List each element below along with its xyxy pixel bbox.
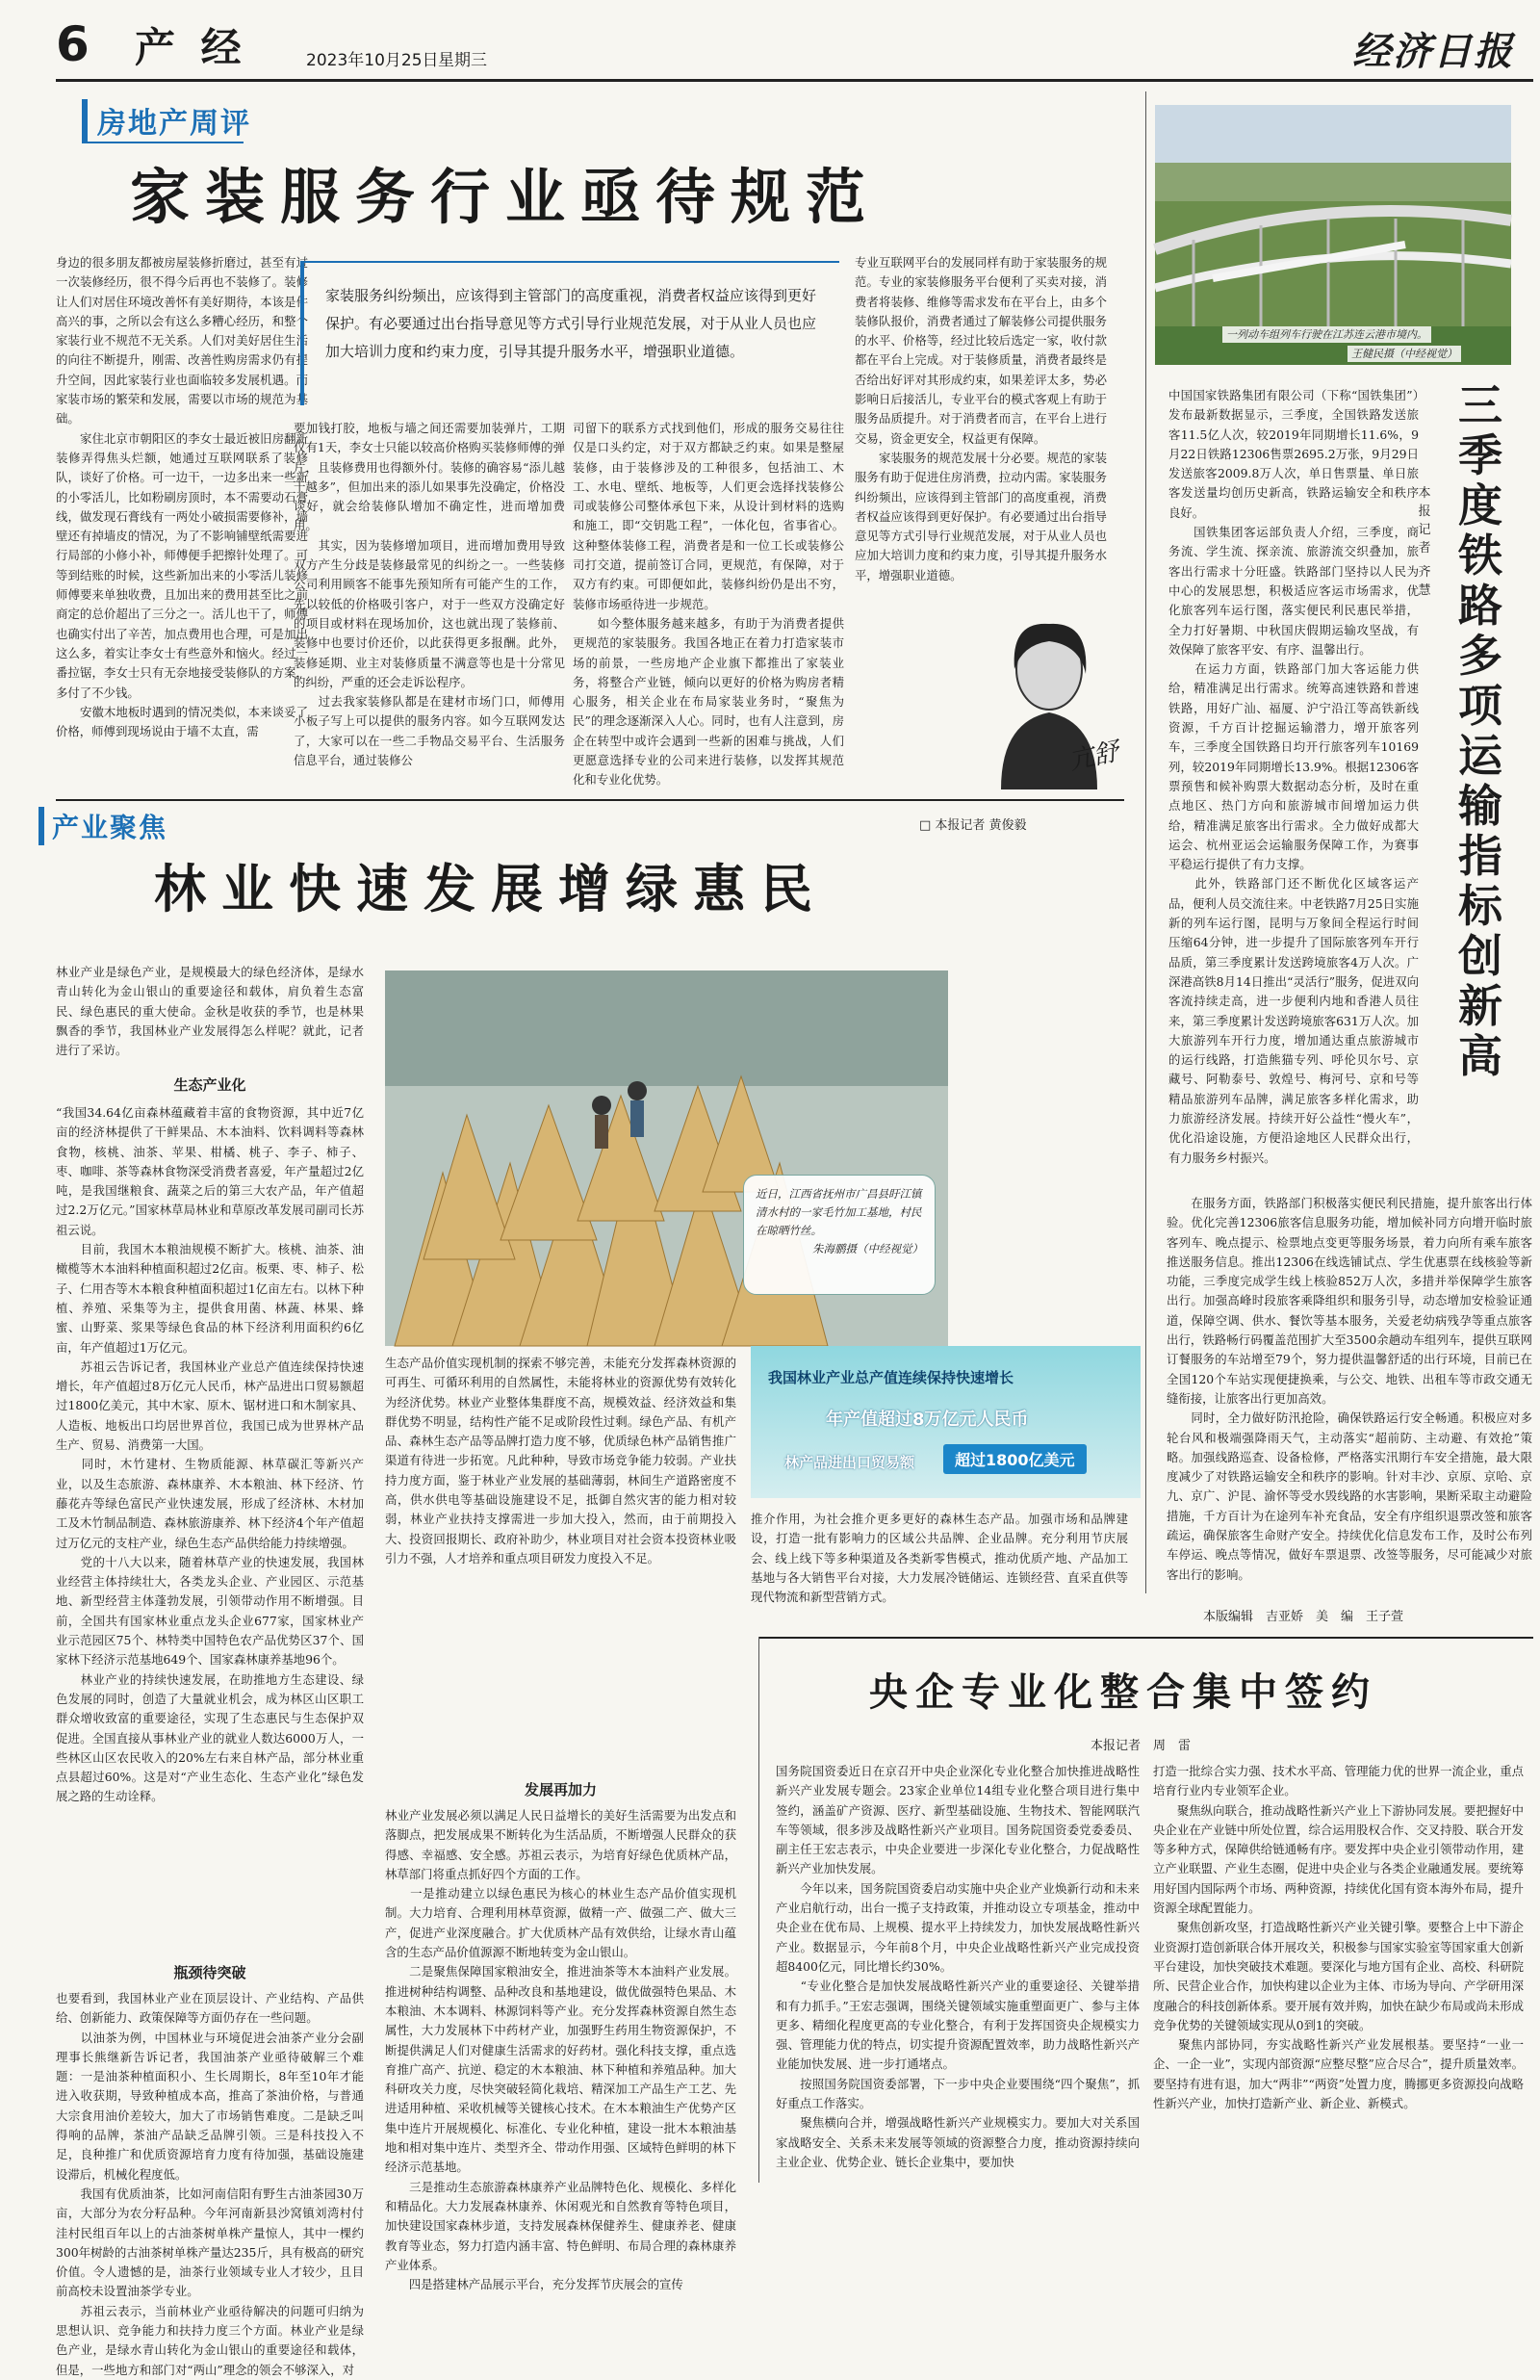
banner-headline: 我国林业产业总产值连续保持快速增长 bbox=[768, 1369, 1014, 1386]
article2-intro: 林业产业是绿色产业，是规模最大的绿色经济体，是绿水青山转化为金山银山的重要途径和载体，肩负着生态富民、绿色惠民的重大使命。金秋是收获的季节，也是林果飘香的季节，我国林业产业发展得怎么样呢？就此，记者进行了采访。 bbox=[56, 965, 364, 1058]
headline-char: 度 bbox=[1458, 479, 1502, 531]
section-tag-industry: 产业聚焦 bbox=[38, 807, 167, 845]
photo-caption-box bbox=[743, 1175, 936, 1295]
high-speed-train-photo bbox=[1155, 105, 1511, 365]
railway-byline bbox=[1415, 484, 1434, 600]
article2-col1: “我国34.64亿亩森林蕴藏着丰富的食物资源，其中近7亿亩的经济林提供了干鲜果品、木本油料、饮料调料等森林食物，核桃、油茶、苹果、柑橘、桃子、李子、柿子、枣、咖啡、茶等森林食物深受消费者喜爱，年产量超过2亿吨，是我国继粮食、蔬菜之后的第三大农产品，年产值超过2.2万亿元。”国家林草局林业和草原改革发展司副司长苏祖云说。 目前，我国木本粮油规模不断扩大。核桃、油茶、油橄榄等木本油料种植面积超过2亿亩。板栗、枣、柿子、松子、仁用杏等木本粮食种植面积超过1亿亩左右。以林下种植、养殖、采集等为主，提供食用菌、林蔬、林果、蜂蜜、山野菜、浆果等绿色食品的林下经济利用面积约6亿亩，年产值超过1万亿元。 苏祖云告诉记者，我国林业产业总产值连续保持快速增长，年产值超过8万亿元人民币，林产品进出口贸易额超过1800亿美元，其中木家、原木、锯材进口和木制家具、人造板、地板出口均居世界首位，我国已成为世界林产品生产、贸易、消费第一大国。 同时，木竹建材、生物质能源、林草碳汇等新兴产业，以及生态旅游、森林康养、木本粮油、林下经济、竹藤花卉等绿色富民产业快速发展，形成了经济林、木材加工及木竹制品制造、森林旅游康养、林下经济4个年产值超过万亿元的支柱产业，绿色生态产品供给能力持续增强。 党的十八大以来，随着林草产业的快速发展，我国林业经营主体持续壮大，各类龙头企业、产业园区、示范基地、新型经营主体蓬勃发展，引领带动作用不断增强。目前，全国共有国家林业重点龙头企业677家，国家林业产业示范园区75个、林特类中国特色农产品优势区37个、国家林下经济示范基地649个、国家森林康养基地96个。 林业产业的持续快速发展，在助推地方生态建设、绿色发展的同时，创造了大量就业机会，成为林区山区职工群众增收致富的重要途径，实现了生态惠民与生态保护双促进。全国直接从事林业产业的就业人数达6000万人，一些林区山区农民收入的20%左右来自林产品，部分林业重点县超过60%。这是对“产业生态化、生态产业化”绿色发展之路的生动诠释。 bbox=[56, 1105, 364, 1804]
headline-forestry: 林业快速发展增绿惠民 bbox=[154, 859, 828, 919]
paper-logo: 经济日报 bbox=[1352, 29, 1514, 74]
bamboo-drying-photo bbox=[385, 970, 948, 1346]
headline-char: 创 bbox=[1458, 930, 1502, 982]
article-central-soe bbox=[758, 1637, 1540, 2183]
byline-char: 本 bbox=[1418, 486, 1431, 501]
byline-char: 齐 bbox=[1418, 565, 1431, 580]
bamboo-photo-credit: 朱海鹏摄（中经视觉） bbox=[812, 1242, 923, 1255]
headline-railway bbox=[1442, 380, 1519, 1081]
headline-char: 三 bbox=[1458, 379, 1502, 431]
pullquote-text: 家装服务纠纷频出，应该得到主管部门的高度重视，消费者权益应该得到更好保护。有必要通过出台指导意见等方式引导行业规范发展，对于从业人员也应加大培训力度和约束力度，引导其提升服务水平，增强职业道德。 bbox=[325, 287, 817, 360]
railway-wide-col: 在服务方面，铁路部门积极落实便民利民措施，提升旅客出行体验。优化完善12306旅客信息服务功能，增加候补同方向增开临时旅客列车、晚点提示、检票地点变更等服务场景，着力向所有乘车旅客推送服务信息。推出12306在线选铺试点、学生优惠票在线核验等新功能，三季度完成学生线上核验852万人次，多措并举保障学生旅客出行。加强高峰时段旅客乘降组织和服务引导，动态增加安检验证通道，保障空调、供水、餐饮等基本服务，关爱老幼病残孕等重点旅客出行，铁路畅行码覆盖范围扩大至3500余趟动车组列车，提供互联网订餐服务的车站增至79个，努力提供温馨舒适的出行环境，目前已在全国120个车站实现便捷换乘，与公交、地铁、出租车等市政交通无缝衔接，让旅客出行更加高效。 同时，全力做好防汛抢险，确保铁路运行安全畅通。积极应对多轮台风和极端强降雨天气，主动落实“超前防、主动避、有效抢”策略。加强线路巡查、设备检修，严格落实汛期行车安全措施，最大限度减少了对铁路运输安全和秩序的影响。针对丰沙、京原、京哈、京九、京广、沪昆、渝怀等受水毁线路的水害影响，果断采取主动避险措施，千方百计为在途列车补充食品，安全有序组织退票改签和旅客疏运，确保旅客生命财产安全。持续优化信息发布工作，及时公布列车停运、晚点等情况，做好车票退票、改签等服务，尽可能减少对旅客出行的影响。 bbox=[1167, 1196, 1532, 1582]
banner-annual-output: 年产值超过8万亿元人民币 bbox=[826, 1410, 1029, 1430]
date: 2023年10月25日 bbox=[306, 51, 439, 70]
headline-char: 运 bbox=[1458, 730, 1502, 782]
article2-col2: 生态产品价值实现机制的探索不够完善，未能充分发挥森林资源的可再生、可循环利用的自然属性，未能将林业的资源优势有效转化为经济优势。林业产业整体集群度不高，规模效益、经济效益和集群优势不明显，结构性产能不足或阶段性过剩。绿色产品、有机产品、森林生态产品等品牌打造力度不够，优质绿色林产品销售推广渠道有待进一步拓宽。凡此种种，导致市场竞争能力较弱。产业扶持力度方面，鉴于林业产业发展的基础薄弱，林间生产道路密度不高，供水供电等基础设施建设不足，抵御自然灾害的能力相对较弱，林业产业扶持支撑需进一步加大投入，然而，由于前期投入大、投资回报期长、政府补助少，林业项目对社会资本投资林业吸引力不强，人才培养和重点项目研发力度投入不足。 bbox=[385, 1356, 736, 1565]
soe-col2: 打造一批综合实力强、技术水平高、管理能力优的世界一流企业，重点培育行业内专业领军企业。 聚焦纵向联合，推动战略性新兴产业上下游协同发展。要把握好中央企业在产业链中所处位置，综合运用股权合作、交叉持股、联合开发等多种方式，保障供给链通畅有序。要发挥中央企业引领带动作用，建立产业联盟、产业生态圈，促进中央企业与各类企业融通发展。要统筹用好国内国际两个市场、两种资源，持续优化国有资本海外布局，提升资源全球配置能力。 聚焦创新攻坚，打造战略性新兴产业关键引擎。要整合上中下游企业资源打造创新联合体开展攻关，积极参与国家实验室等国家重大创新平台建设，加快突破技术难题。要深化与地方国有企业、高校、科研院所、民营企业合作，加快构建以企业为主体、市场为导向、产学研用深度融合的科技创新体系。要开展有效并购，加快在缺少布局或尚未形成竞争优势的关键领域实现从0到1的突破。 聚焦内部协同，夯实战略性新兴产业发展根基。要坚持“一业一企、一企一业”，实现内部资源“应整尽整”应合尽合”，提升质量效率。要坚持有进有退，加大“两非”“两资”处置力度，腾挪更多资源投向战略性新兴产业，加快打造新产业、新企业、新模式。 bbox=[1153, 1764, 1524, 2111]
headline-char: 项 bbox=[1458, 680, 1502, 732]
headline-char: 新 bbox=[1458, 980, 1502, 1032]
section-tag-real-estate: 房地产周评 bbox=[82, 99, 251, 142]
article2-col2b: 林业产业发展必须以满足人民日益增长的美好生活需要为出发点和落脚点，把发展成果不断转化为生活品质，不断增强人民群众的获得感、幸福感、安全感。苏祖云表示，为培育好绿色优质林产品，林草部门将重点抓好四个方面的工作。 一是推动建立以绿色惠民为核心的林业生态产品价值实现机制。大力培育、合理利用林草资源，做精一产、做强二产、做大三产，促进产业深度融合。扩大优质林产品有效供给，让绿水青山蕴含的生态产品价值源源不断地转变为金山银山。 二是聚焦保障国家粮油安全，推进油茶等木本油料产业发展。推进树种结构调整、品种改良和基地建设，做优做强特色果品、木本粮油、木本调料、林源饲料等产业。充分发挥森林资源自然生态属性，大力发展林下中药材产业，加强野生药用生物资源保护，不断提供满足人们对健康生活需求的好药材。强化科技支撑，重点选育推广高产、抗逆、稳定的木本粮油、林下种植和养殖品种。加大科研攻关力度，尽快突破轻简化栽培、精深加工产品生产工艺、先进适用种植、采收机械等关键核心技术。在木本粮油生产优势产区集中连片开展规模化、标准化、专业化种植，建设一批木本粮油基地和相对集中连片、类型齐全、带动作用强、区域特色鲜明的林下经济示范基地。 三是推动生态旅游森林康养产业品牌特色化、规模化、多样化和精品化。大力发展森林康养、休闲观光和自然教育等特色项目，加快建设国家森林步道，支持发展森林保健养生、健康养老、健康教育等业态，努力打造内涵丰富、特色鲜明、布局合理的森林康养产业体系。 四是搭建林产品展示平台，充分发挥节庆展会的宣传 bbox=[385, 1808, 736, 2292]
soe-byline: 本报记者 周 雷 bbox=[1091, 1739, 1192, 1753]
bamboo-photo-caption: 近日，江西省抚州市广昌县盱江镇清水村的一家毛竹加工基地，村民在晾晒竹丝。 bbox=[756, 1187, 922, 1237]
byline-char: 慧 bbox=[1418, 583, 1431, 598]
soe-col1: 国务院国资委近日在京召开中央企业深化专业化整合加快推进战略性新兴产业发展专题会。23家企业单位14组专业化整合项目进行集中签约，涵盖矿产资源、医疗、新型基础设施、生物技术、智能网联汽车等领域，很多涉及战略性新兴产业项目。国务院国资委党委委员、副主任王宏志表示，中央企业要进一步深化专业化整合，力促战略性新兴产业加快发展。 今年以来，国务院国资委启动实施中央企业产业焕新行动和未来产业启航行动，出台一揽子支持政策，并推动设立专项基金，推动中央企业在优布局、上规模、提水平上持续发力，加快发展战略性新兴产业。数据显示，今年前8个月，中央企业战略性新兴产业完成投资超8400亿元，同比增长约30%。 “专业化整合是加快发展战略性新兴产业的重要途径、关键举措和有力抓手。”王宏志强调，围绕关键领域实施重塑面更广、参与主体更多、精细化程度更高的专业化整合，有利于发挥国资央企规模实力强、管理能力优的特点，切实提升资源配置效率，助力战略性新兴产业能加快发展、进一步打通堵点。 按照国务院国资委部署，下一步中央企业要围绕“四个聚焦”，抓好重点工作落实。 聚焦横向合并，增强战略性新兴产业规模实力。要加大对关系国家战略安全、关系未来发展等领域的资源整合力度，推动资源持续向主业企业、优势企业、链长企业集中，要加快 bbox=[776, 1764, 1140, 2169]
headline-char: 高 bbox=[1458, 1030, 1502, 1082]
section-name: 产 经 bbox=[135, 24, 247, 71]
article2-col1b: 也要看到，我国林业产业在顶层设计、产业结构、产品供给、创新能力、政策保障等方面仍存在一些问题。 以油茶为例，中国林业与环境促进会油茶产业分会副理事长熊继新告诉记者，我国油茶产业亟待破解三个难题：一是油茶种植面积小、生长周期长，8年至10年才能进入收获期，导致种植成本高，推高了茶油价格，与普通大宗食用油价差较大，加大了市场销售难度。二是缺乏叫得响的品牌，茶油产品缺乏品牌引领。三是科技投入不足，良种推广和优质资源培育力度有待加强，基础设施建设滞后，机械化程度低。 我国有优质油茶，比如河南信阳有野生古油茶园30万亩，大部分为农分籽品种。今年河南新县沙窝镇刘湾村付洼村民组百年以上的古油茶树单株产量惊人，其中一棵约300年树龄的古油茶树单株产量达235斤，具有极高的研究价值。令人遗憾的是，油茶行业领域专业人才较少，且目前高校未设置油茶学专业。 苏祖云表示，当前林业产业亟待解决的问题可归纳为思想认识、竞争能力和扶持力度三个方面。林业产业是绿色产业，是绿水青山转化为金山银山的重要途径和载体，但是，一些地方和部门对“两山”理念的领会不够深入，对 bbox=[56, 1991, 364, 2377]
banner-trade-value: 超过1800亿美元 bbox=[943, 1444, 1087, 1474]
headline-home-decoration: 家装服务行业亟待规范 bbox=[130, 162, 882, 232]
section-divider-1 bbox=[56, 799, 1124, 801]
article-home-decoration bbox=[0, 91, 1145, 799]
headline-char: 季 bbox=[1458, 429, 1502, 481]
headline-char: 指 bbox=[1458, 830, 1502, 882]
soe-top-rule bbox=[758, 1637, 1533, 1639]
subhead-further-effort: 发展再加力 bbox=[524, 1781, 597, 1798]
page-editors: 本版编辑 吉亚娇 美 编 王子萱 bbox=[1203, 1610, 1404, 1624]
article1-col1: 身边的很多朋友都被房屋装修折磨过，甚至有过一次装修经历，很不得今后再也不装修了。装修让人们对居住环境改善怀有美好期待，本该是件高兴的事，之所以会有这么多糟心经历，和整个家装行业不规范不无关系。人们对美好居住生活的向往不断提升，刚需、改善性购房需求仍有提升空间，因此家装行业也面临较多发展机遇。而家装市场的繁荣和发展，需要以市场的规范为基础。 家住北京市朝阳区的李女士最近被旧房翻新装修弄得焦头烂额，她通过互联网联系了装修队，谈好了价格。可一边干，一边多出来一些新的小零活儿，比如粉刷房顶时，本不需要动石膏线，做发现石膏线有一两处小破损需要修补，墙壁还有掉墙皮的情况，为了不影响铺壁纸需要进行局部的小修小补，师傅便手把擦针处理了。可等到结账的时候，这些新加出来的小零活儿装修师傅要来单独收费，且加出来的费用甚至比之前商定的总价超出了三分之一。活儿也干了，师傅也确实付出了辛苦，加点费用也合理，可是加出这么多，着实让李女士有些意外和恼火。经过一番拉锯，李女士只有无奈地接受装修队的方案，多付了不少钱。 安徽木地板时遇到的情况类似，本来谈妥了价格，师傅到现场说由于墙不太直，需 bbox=[56, 255, 308, 739]
page-number: 6 bbox=[56, 16, 90, 72]
headline-char: 输 bbox=[1458, 780, 1502, 832]
columnist-portrait bbox=[972, 578, 1126, 789]
article2-col3: 推介作用，为社会推介更多更好的森林生态产品。加强市场和品牌建设，打造一批有影响力的区域公共品牌、企业品牌。充分利用节庆展会、线上线下等多种渠道及各类新零售模式，推动优质产地、产品加工基地与各大销售平台对接，大力发展冷链储运、连锁经营、直采直供等现代物流和新型营销方式。 bbox=[751, 1512, 1128, 1605]
subhead-bottleneck: 瓶颈待突破 bbox=[173, 1964, 246, 1981]
byline-char: 记 bbox=[1418, 523, 1431, 537]
railway-main-col: 中国国家铁路集团有限公司（下称“国铁集团”）发布最新数据显示，三季度，全国铁路发送旅客11.5亿人次，较2019年同期增长11.6%，9月22日铁路12306售票2695.2万张，9月29日发送旅客2009.8万人次，单日售票量、单日旅客发送量均创历史新高，铁路运输安全和秩序良好。 国铁集团客运部负责人介绍，三季度，商务流、学生流、探亲流、旅游流交织叠加，旅客出行需求十分旺盛。铁路部门坚持以人民为中心的发展思想，积极适应客运市场需求，优化旅客列车运行图，落实便民利民惠民举措，全力打好暑期、中秋国庆假期运输攻坚战，有效保障了旅客平安、有序、温馨出行。 在运力方面，铁路部门加大客运能力供给，精准满足出行需求。统筹高速铁路和普速铁路，用好广汕、福厦、沪宁沿江等高铁新线资源，千方百计挖掘运输潜力，增开旅客列车，三季度全国铁路日均开行旅客列车10169列，较2019年同期增长13.9%。根据12306客票预售和候补购票大数据动态分析，及时在重点地区、热门方向和旅游城市间增加运力供给，精准满足旅客出行需求。全力做好成都大运会、杭州亚运会运输服务保障工作，为赛事平稳运行提供了有力支撑。 此外，铁路部门还不断优化区域客运产品，便利人员交流往来。中老铁路7月25日实施新的列车运行图，昆明与万象间全程运行时间压缩64分钟，进一步提升了国际旅客列车开行品质，第三季度累计发送跨境旅客4万人次。广深港高铁8月14日推出“灵活行”服务，促进双向客流持续走高，进一步便利内地和香港人员往来，第三季度累计发送跨境旅客631万人次。加大旅游列车开行力度，增加通达重点旅游城市的运行线路，打造熊猫专列、呼伦贝尔号、京藏号、阿勒泰号、敦煌号、梅河号、京和号等精品旅游列车品牌，满足旅客多样化需求，助力旅游经济发展。持续开好公益性“慢火车”，优化沿途设施，方便沿途地区人民群众出行，有力服务乡村振兴。 bbox=[1168, 388, 1419, 1165]
train-photo-caption: 一列动车组列车行驶在江苏连云港市境内。 bbox=[1222, 326, 1431, 343]
article2-byline: □ 本报记者 黄俊毅 bbox=[919, 818, 1027, 833]
headline-char: 标 bbox=[1458, 880, 1502, 932]
soe-left-rule bbox=[758, 1637, 759, 2183]
headline-char: 路 bbox=[1458, 580, 1502, 632]
byline-char: 者 bbox=[1418, 541, 1431, 556]
headline-char: 多 bbox=[1458, 630, 1502, 682]
article1-col3: 司留下的联系方式找到他们，形成的服务交易往往仅是口头约定，对于双方都缺乏约束。如果是整屋装修，由于装修涉及的工种很多，包括油工、木工、水电、壁纸、地板等，人们更会选择找装修公司或装修公司整体承包下来，从设计到材料的选购和施工，即“交钥匙工程”，一体化包，省事省心。这种整体装修工程，消费者是和一位工长或装修公司打交道，提前签订合同，更规范，有保障，对于双方有约束。可即便如此，装修纠纷仍是出不穷，装修市场亟待进一步规范。 如今整体服务越来越多，有助于为消费者提供更规范的家装服务。我国各地正在着力打造家装市场的前景，一些房地产企业旗下都推出了家装业务，将整合产业链，倾向以更好的价格为购房者精心服务，相关企业在布局家装业务时，“聚焦为民”的理念逐渐深入人心。同时，也有人注意到，房企在转型中或许会遇到一些新的困难与挑战，人们更愿意选择专业的公司来进行装修，以发挥其规范化和专业化优势。 bbox=[573, 421, 844, 788]
banner-trade-label: 林产品进出口贸易额 bbox=[784, 1454, 915, 1471]
tag-underline bbox=[82, 142, 244, 143]
byline-char: 报 bbox=[1418, 504, 1431, 519]
statistics-banner bbox=[751, 1346, 1141, 1498]
pullquote-box bbox=[300, 261, 839, 405]
headline-char: 铁 bbox=[1458, 530, 1502, 582]
subhead-ecological-industrialization: 生态产业化 bbox=[173, 1076, 246, 1094]
railway-left-rule bbox=[1145, 91, 1146, 1593]
article1-col4: 专业互联网平台的发展同样有助于家装服务的规范。专业的家装修服务平台便利了买卖对接，消费者将装修、维修等需求发布在平台上，由多个装修队报价，消费者通过了解装修公司提供服务的水平、价格等，经过比较后选定一家，收付款都在平台上完成。对于装修质量，消费者最终是否给出好评对其形成约束，如果差评太多，势必影响日后接活儿，专业平台的模式客观上有助于服务品质提升。对于消费者而言，在平台上进行交易，资金更安全，权益更有保障。 家装服务的规范发展十分必要。规范的家装服务有助于促进住房消费，拉动内需。家装服务纠纷频出，应该得到主管部门的高度重视，消费者权益应该得到更好保护。有必要通过出台指导意见等方式引导行业规范发展，对于从业人员也应加大培训力度和约束力度，引导其提升服务水平，增强职业道德。 bbox=[855, 255, 1107, 582]
columnist-signature: 亢舒 bbox=[1065, 737, 1122, 777]
masthead bbox=[0, 0, 1540, 85]
weekday: 星期三 bbox=[438, 51, 487, 70]
headline-central-soe: 央企专业化整合集中签约 bbox=[869, 1670, 1377, 1715]
article1-col2: 要加钱打胶，地板与墙之间还需要加装弹片，工期仅有1天，李女士只能以较高价格购买装修师傅的弹片，且装修费用也得额外付。装修的确容易“添儿越干越多”，但加出来的添儿如果事先没确定，价格没谈好，就会给装修队增加不确定性，进而增加费用。 其实，因为装修增加项目，进而增加费用导致双方产生分歧是装修最常见的纠纷之一。一些装修公司利用顾客不能事先预知所有可能产生的工作，先以较低的价格吸引客户，对于一些双方没确定好的项目或材料在现场加价，这也就出现了装修前、装修中也要讨价还价，以此获得更多报酬。此外，装修延期、业主对装修质量不满意等也是十分常见的纠纷，严重的还会走诉讼程序。 过去我家装修队都是在建材市场门口，师傅用小板子写上可以提供的服务内容。如今互联网发达了，大家可以在一些二手物品交易平台、生活服务信息平台，通过装修公 bbox=[294, 421, 565, 768]
masthead-rule bbox=[56, 79, 1533, 82]
train-photo-credit: 王健民摄（中经视觉） bbox=[1348, 346, 1461, 362]
